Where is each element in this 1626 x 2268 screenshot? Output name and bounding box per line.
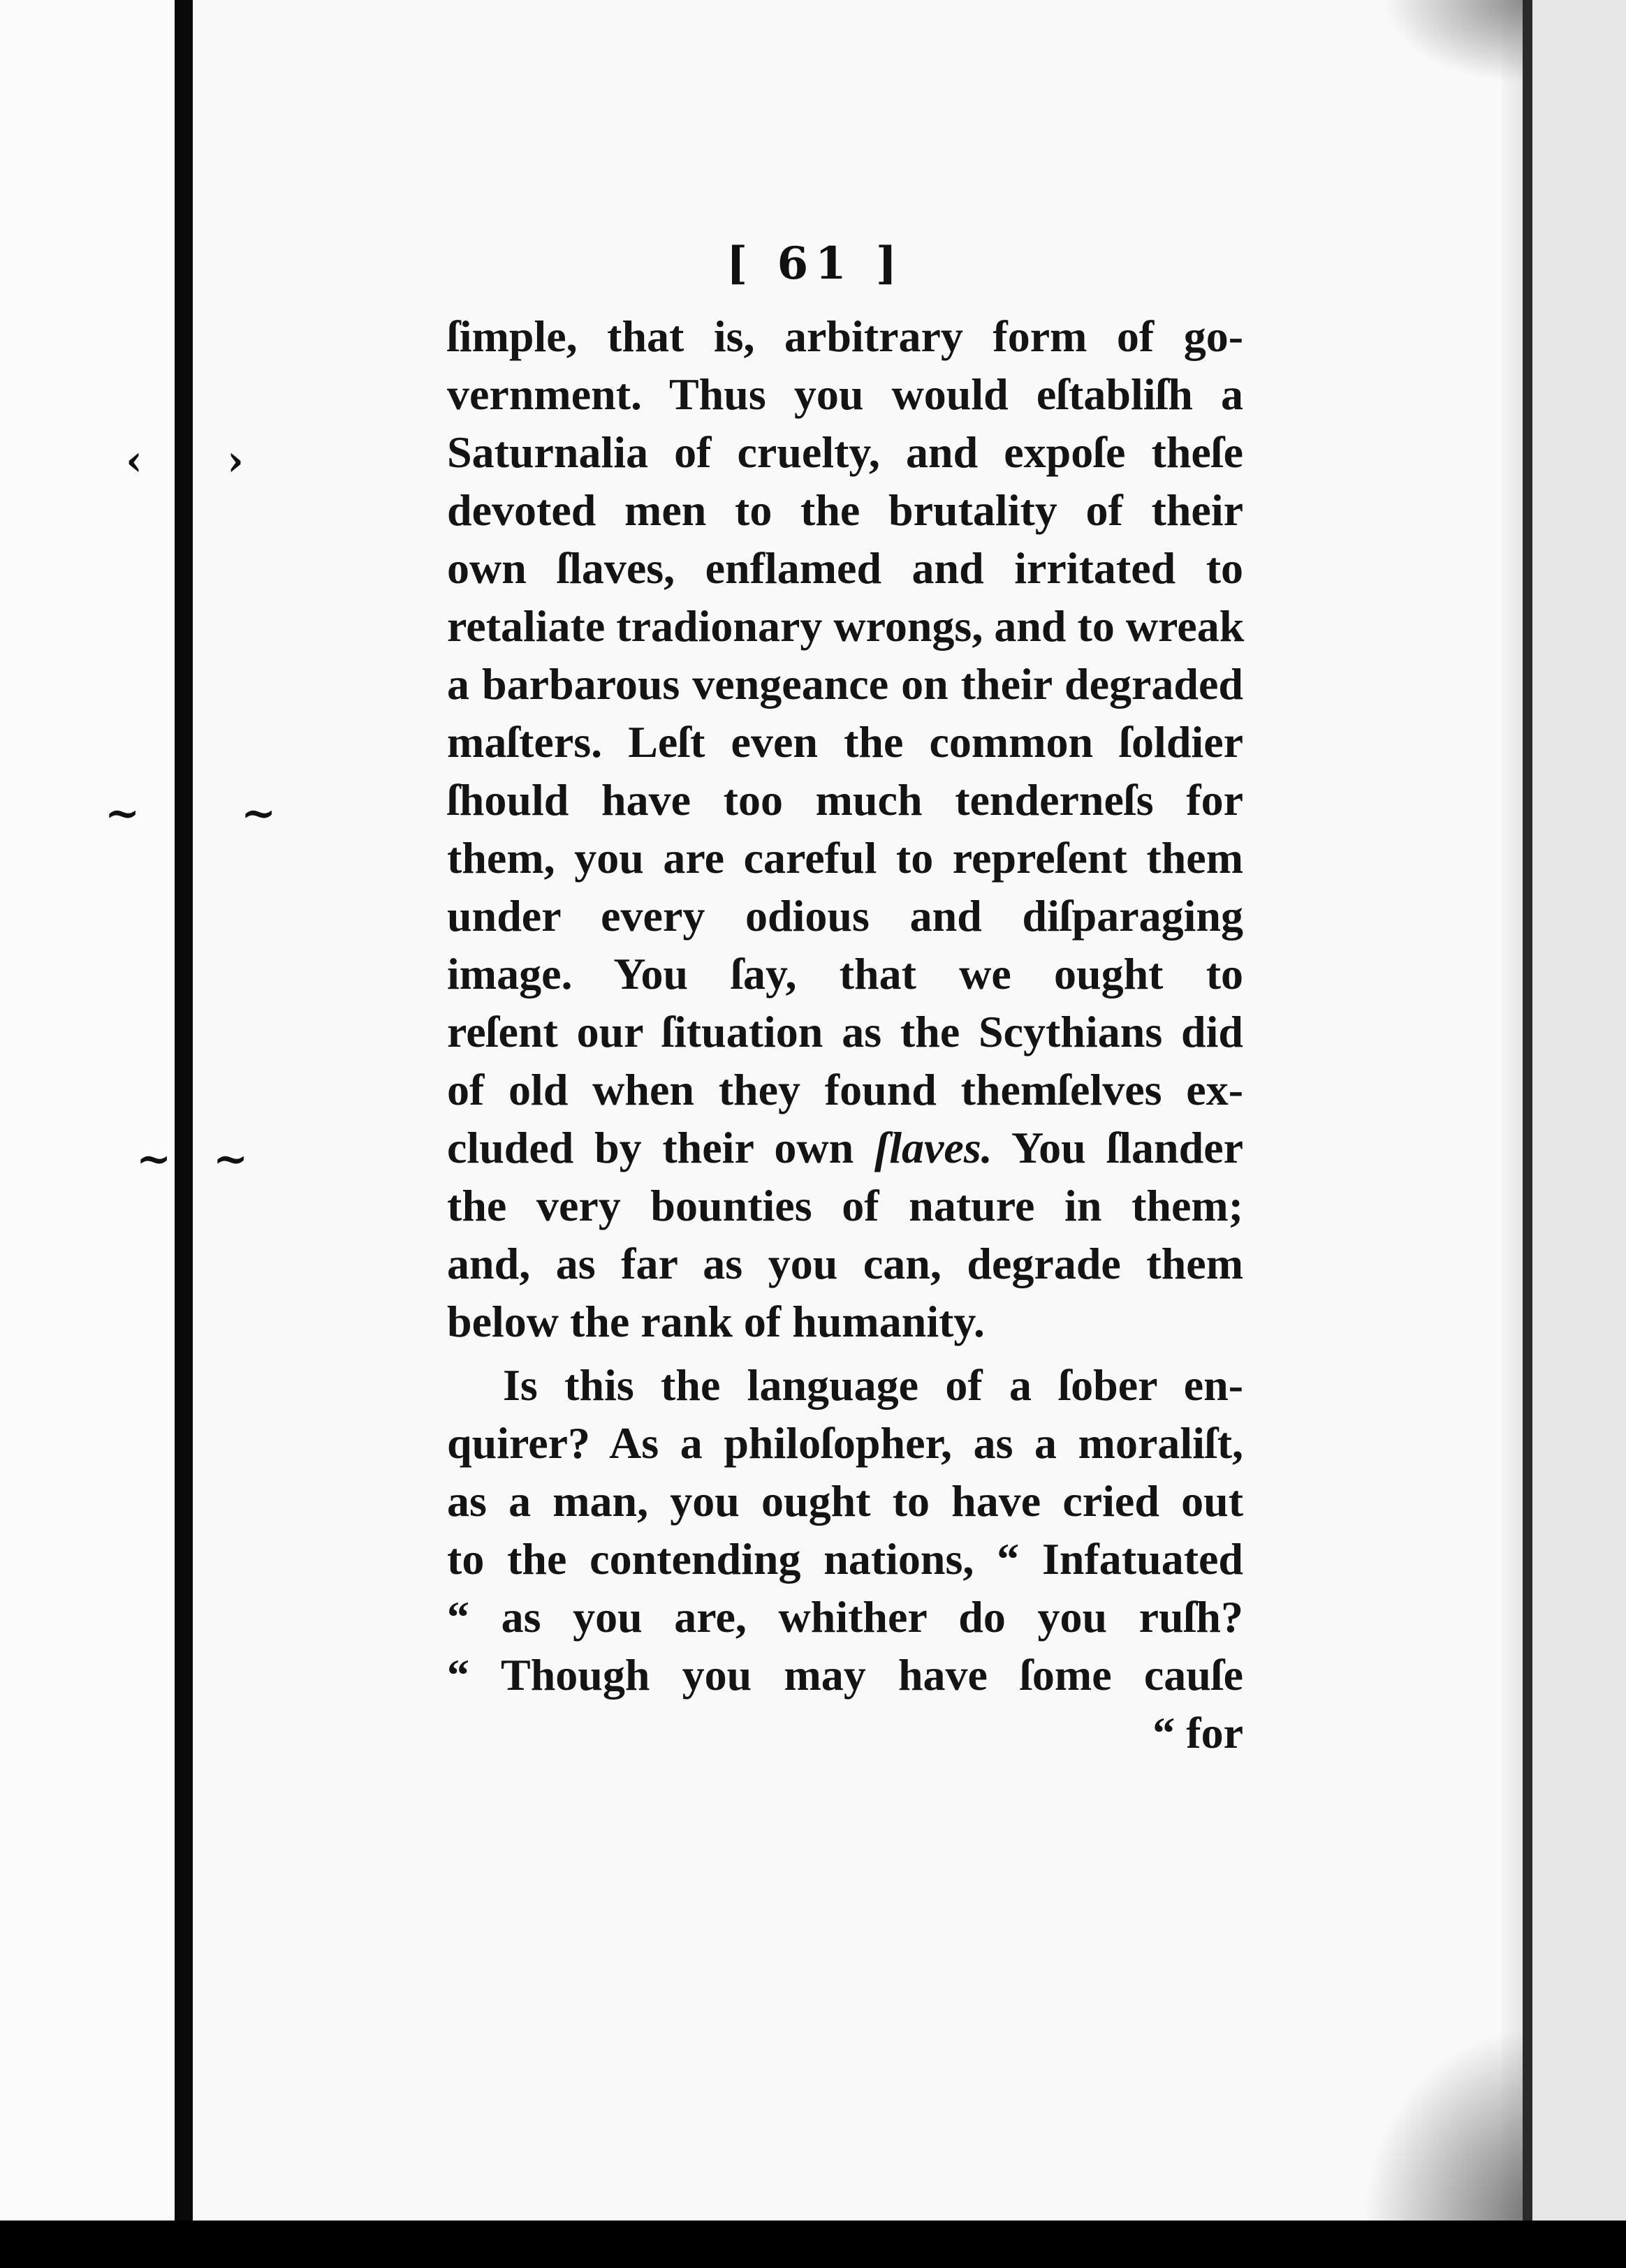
background-beyond-page	[1532, 0, 1626, 2221]
text-line-15	[447, 1119, 1243, 1177]
facing-page-strip	[0, 0, 175, 2268]
text-line-24: “ Though you may have ſome cauſe	[447, 1650, 1243, 1700]
text-line-3: Saturnalia of cruelty, and expoſe theſe	[447, 427, 1243, 477]
text-line-21: as a man, you ought to have cried out	[447, 1476, 1243, 1526]
text-line-16: the very bounties of nature in them;	[447, 1181, 1243, 1230]
text-line-13: reſent our ſituation as the Scythians did	[447, 1007, 1243, 1056]
body-text	[447, 307, 1243, 1762]
text-line-5: own ſlaves, enflamed and irritated to	[447, 543, 1243, 593]
corner-smudge	[1383, 0, 1530, 84]
margin-mark-1: ‹	[126, 436, 142, 485]
text-line-6: retaliate tradionary wrongs, and to wreak	[447, 601, 1245, 651]
text-line-10: them, you are careful to repreſent them	[447, 833, 1243, 883]
margin-mark-3: ~	[105, 789, 140, 838]
page-number-header: [ 61 ]	[726, 237, 904, 290]
text-line-15-start: cluded by their own	[447, 1123, 854, 1172]
text-line-22: to the contending nations, “ Infatuated	[447, 1534, 1243, 1584]
text-line-20: quirer? As a philoſopher, as a moraliſt,	[447, 1418, 1243, 1468]
text-line-7: a barbarous vengeance on their degraded	[447, 659, 1243, 709]
text-line-2: vernment. Thus you would eſtabliſh a	[447, 369, 1243, 419]
margin-mark-6: ~	[213, 1135, 249, 1184]
text-line-19: Is this the language of a ſober en-	[503, 1360, 1243, 1410]
text-line-4: devoted men to the brutality of their	[447, 485, 1243, 535]
binding-gutter	[175, 0, 193, 2221]
text-line-1: ſimple, that is, arbitrary form of go-	[447, 311, 1243, 361]
text-line-18: below the rank of humanity.	[447, 1297, 985, 1346]
text-line-15-end: You ſlander	[1011, 1123, 1244, 1172]
page-edge-line	[1523, 0, 1532, 2221]
margin-mark-2: ›	[227, 436, 244, 485]
bottom-dark-band	[0, 2221, 1626, 2268]
catchword: “ for	[1152, 1708, 1243, 1758]
margin-mark-5: ~	[136, 1135, 172, 1184]
margin-mark-4: ~	[241, 789, 277, 838]
text-line-8: maſters. Leſt even the common ſoldier	[447, 717, 1243, 767]
text-line-9: ſhould have too much tenderneſs for	[447, 775, 1243, 825]
text-line-12: image. You ſay, that we ought to	[447, 949, 1243, 999]
text-line-11: under every odious and diſparaging	[447, 891, 1243, 941]
text-line-14: of old when they found themſelves ex-	[447, 1065, 1243, 1114]
italic-word: ſlaves.	[874, 1123, 993, 1172]
bottom-corner-shadow	[1362, 2025, 1544, 2221]
text-line-17: and, as far as you can, degrade them	[447, 1239, 1243, 1288]
text-line-23: “ as you are, whither do you ruſh?	[447, 1592, 1243, 1642]
